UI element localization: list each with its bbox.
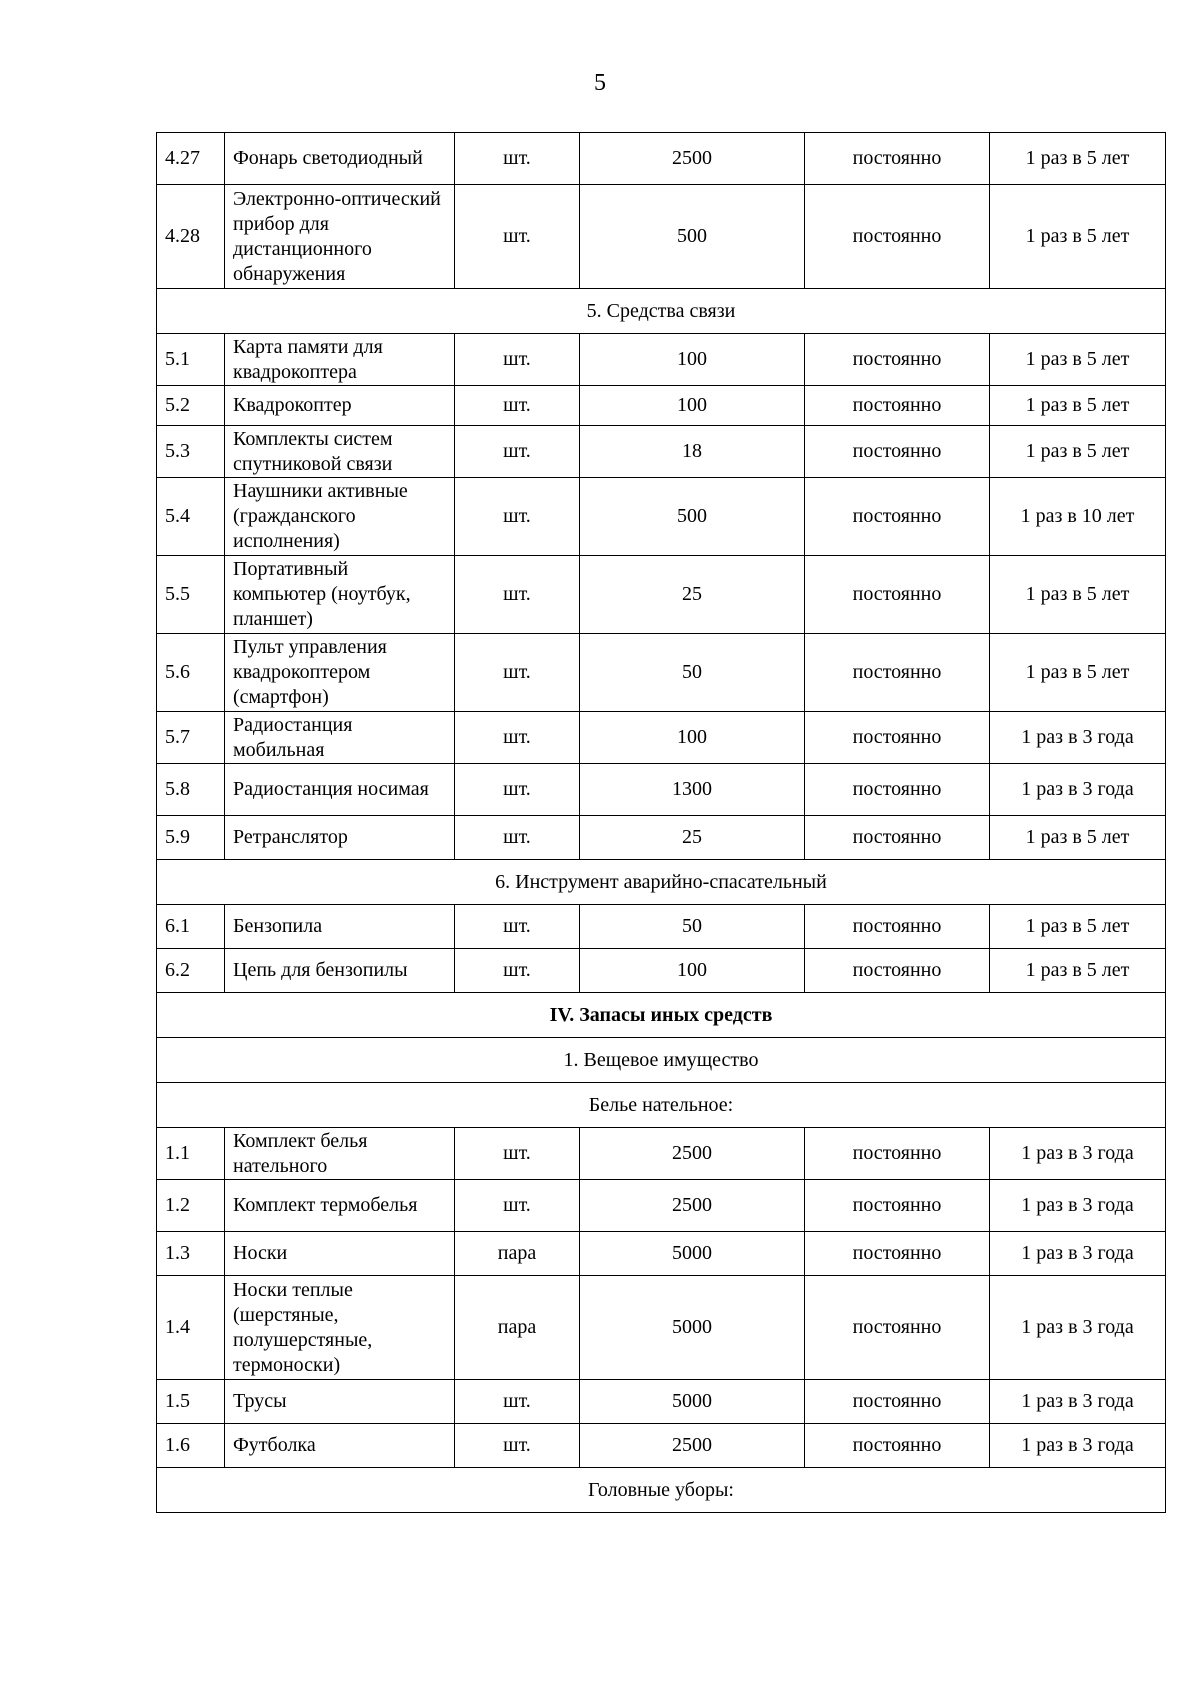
item-unit: шт.: [455, 712, 580, 764]
item-frequency: 1 раз в 3 года: [990, 1128, 1166, 1180]
section-title: 1. Вещевое имущество: [157, 1038, 1166, 1083]
item-unit: шт.: [455, 478, 580, 556]
item-unit: шт.: [455, 556, 580, 634]
item-storage: постоянно: [805, 478, 990, 556]
item-quantity: 2500: [580, 1128, 805, 1180]
item-frequency: 1 раз в 5 лет: [990, 133, 1166, 185]
table-row: [157, 1232, 1166, 1276]
item-storage: постоянно: [805, 816, 990, 860]
item-name: Пульт управления квадрокоптером (смартфон): [225, 634, 455, 712]
item-storage: постоянно: [805, 1424, 990, 1468]
item-storage: постоянно: [805, 1380, 990, 1424]
table-row: [157, 1276, 1166, 1380]
item-quantity: 2500: [580, 1424, 805, 1468]
item-number: 5.6: [157, 634, 225, 712]
item-quantity: 50: [580, 905, 805, 949]
item-frequency: 1 раз в 3 года: [990, 1232, 1166, 1276]
item-name: Электронно-оптический прибор для дистанционного обнаружения: [225, 185, 455, 289]
item-name: Цепь для бензопилы: [225, 949, 455, 993]
item-number: 4.27: [157, 133, 225, 185]
item-name: Комплект белья нательного: [225, 1128, 455, 1180]
table-row: [157, 478, 1166, 556]
item-storage: постоянно: [805, 334, 990, 386]
item-storage: постоянно: [805, 386, 990, 426]
item-frequency: 1 раз в 5 лет: [990, 949, 1166, 993]
item-unit: шт.: [455, 1128, 580, 1180]
item-quantity: 100: [580, 386, 805, 426]
item-number: 6.1: [157, 905, 225, 949]
item-storage: постоянно: [805, 1128, 990, 1180]
section-row: [157, 860, 1166, 905]
table-row: [157, 1180, 1166, 1232]
item-frequency: 1 раз в 10 лет: [990, 478, 1166, 556]
section-title: 5. Средства связи: [157, 289, 1166, 334]
item-frequency: 1 раз в 5 лет: [990, 905, 1166, 949]
item-name: Бензопила: [225, 905, 455, 949]
item-storage: постоянно: [805, 556, 990, 634]
reserves-table-body: [157, 133, 1166, 1513]
item-number: 4.28: [157, 185, 225, 289]
table-row: [157, 556, 1166, 634]
item-quantity: 25: [580, 556, 805, 634]
table-row: [157, 334, 1166, 386]
item-storage: постоянно: [805, 712, 990, 764]
item-name: Носки теплые (шерстяные, полушерстяные, термоноски): [225, 1276, 455, 1380]
item-quantity: 2500: [580, 133, 805, 185]
item-number: 5.3: [157, 426, 225, 478]
item-quantity: 500: [580, 185, 805, 289]
item-storage: постоянно: [805, 1180, 990, 1232]
table-row: [157, 185, 1166, 289]
item-frequency: 1 раз в 5 лет: [990, 185, 1166, 289]
item-frequency: 1 раз в 5 лет: [990, 816, 1166, 860]
item-quantity: 500: [580, 478, 805, 556]
table-row: [157, 426, 1166, 478]
major-section-row: [157, 993, 1166, 1038]
item-quantity: 18: [580, 426, 805, 478]
item-name: Комплекты систем спутниковой связи: [225, 426, 455, 478]
item-storage: постоянно: [805, 949, 990, 993]
item-quantity: 5000: [580, 1276, 805, 1380]
item-name: Наушники активные (гражданского исполнения): [225, 478, 455, 556]
item-number: 1.6: [157, 1424, 225, 1468]
item-number: 5.1: [157, 334, 225, 386]
item-unit: шт.: [455, 426, 580, 478]
item-unit: пара: [455, 1232, 580, 1276]
table-row: [157, 133, 1166, 185]
item-frequency: 1 раз в 3 года: [990, 1180, 1166, 1232]
item-quantity: 50: [580, 634, 805, 712]
item-unit: шт.: [455, 1380, 580, 1424]
item-name: Радиостанция носимая: [225, 764, 455, 816]
item-name: Радиостанция мобильная: [225, 712, 455, 764]
page-number: 5: [594, 70, 606, 96]
item-unit: шт.: [455, 634, 580, 712]
item-frequency: 1 раз в 3 года: [990, 1424, 1166, 1468]
item-quantity: 25: [580, 816, 805, 860]
reserves-table: [156, 132, 1166, 1513]
item-unit: шт.: [455, 1180, 580, 1232]
section-row: [157, 1038, 1166, 1083]
item-name: Ретранслятор: [225, 816, 455, 860]
item-quantity: 100: [580, 949, 805, 993]
item-number: 5.4: [157, 478, 225, 556]
item-name: Трусы: [225, 1380, 455, 1424]
item-number: 1.2: [157, 1180, 225, 1232]
item-number: 5.2: [157, 386, 225, 426]
table-row: [157, 634, 1166, 712]
item-storage: постоянно: [805, 133, 990, 185]
item-number: 1.5: [157, 1380, 225, 1424]
item-frequency: 1 раз в 5 лет: [990, 634, 1166, 712]
item-number: 5.8: [157, 764, 225, 816]
item-unit: шт.: [455, 949, 580, 993]
item-unit: шт.: [455, 133, 580, 185]
item-name: Фонарь светодиодный: [225, 133, 455, 185]
item-frequency: 1 раз в 3 года: [990, 1276, 1166, 1380]
item-quantity: 5000: [580, 1232, 805, 1276]
item-storage: постоянно: [805, 1276, 990, 1380]
table-row: [157, 1128, 1166, 1180]
item-name: Портативный компьютер (ноутбук, планшет): [225, 556, 455, 634]
item-frequency: 1 раз в 3 года: [990, 1380, 1166, 1424]
item-quantity: 5000: [580, 1380, 805, 1424]
item-quantity: 2500: [580, 1180, 805, 1232]
item-unit: шт.: [455, 764, 580, 816]
item-frequency: 1 раз в 3 года: [990, 712, 1166, 764]
item-frequency: 1 раз в 5 лет: [990, 426, 1166, 478]
item-unit: шт.: [455, 1424, 580, 1468]
item-storage: постоянно: [805, 426, 990, 478]
section-title: 6. Инструмент аварийно-спасательный: [157, 860, 1166, 905]
item-storage: постоянно: [805, 764, 990, 816]
item-quantity: 1300: [580, 764, 805, 816]
item-storage: постоянно: [805, 634, 990, 712]
item-unit: шт.: [455, 185, 580, 289]
item-frequency: 1 раз в 5 лет: [990, 386, 1166, 426]
item-storage: постоянно: [805, 1232, 990, 1276]
item-unit: шт.: [455, 386, 580, 426]
item-frequency: 1 раз в 3 года: [990, 764, 1166, 816]
table-row: [157, 1424, 1166, 1468]
item-number: 5.9: [157, 816, 225, 860]
table-row: [157, 949, 1166, 993]
item-number: 5.5: [157, 556, 225, 634]
item-number: 1.1: [157, 1128, 225, 1180]
section-title: IV. Запасы иных средств: [157, 993, 1166, 1038]
table-row: [157, 764, 1166, 816]
item-number: 6.2: [157, 949, 225, 993]
item-unit: шт.: [455, 816, 580, 860]
table-row: [157, 1380, 1166, 1424]
item-number: 1.3: [157, 1232, 225, 1276]
item-quantity: 100: [580, 712, 805, 764]
section-title: Головные уборы:: [157, 1468, 1166, 1513]
section-row: [157, 1083, 1166, 1128]
item-storage: постоянно: [805, 185, 990, 289]
item-unit: пара: [455, 1276, 580, 1380]
table-row: [157, 816, 1166, 860]
item-storage: постоянно: [805, 905, 990, 949]
section-row: [157, 1468, 1166, 1513]
item-name: Квадрокоптер: [225, 386, 455, 426]
item-name: Карта памяти для квадрокоптера: [225, 334, 455, 386]
section-row: [157, 289, 1166, 334]
item-frequency: 1 раз в 5 лет: [990, 334, 1166, 386]
table-row: [157, 712, 1166, 764]
section-title: Белье нательное:: [157, 1083, 1166, 1128]
item-name: Футболка: [225, 1424, 455, 1468]
table-row: [157, 386, 1166, 426]
item-quantity: 100: [580, 334, 805, 386]
item-number: 5.7: [157, 712, 225, 764]
item-name: Носки: [225, 1232, 455, 1276]
item-unit: шт.: [455, 334, 580, 386]
table-row: [157, 905, 1166, 949]
item-number: 1.4: [157, 1276, 225, 1380]
item-unit: шт.: [455, 905, 580, 949]
item-name: Комплект термобелья: [225, 1180, 455, 1232]
item-frequency: 1 раз в 5 лет: [990, 556, 1166, 634]
